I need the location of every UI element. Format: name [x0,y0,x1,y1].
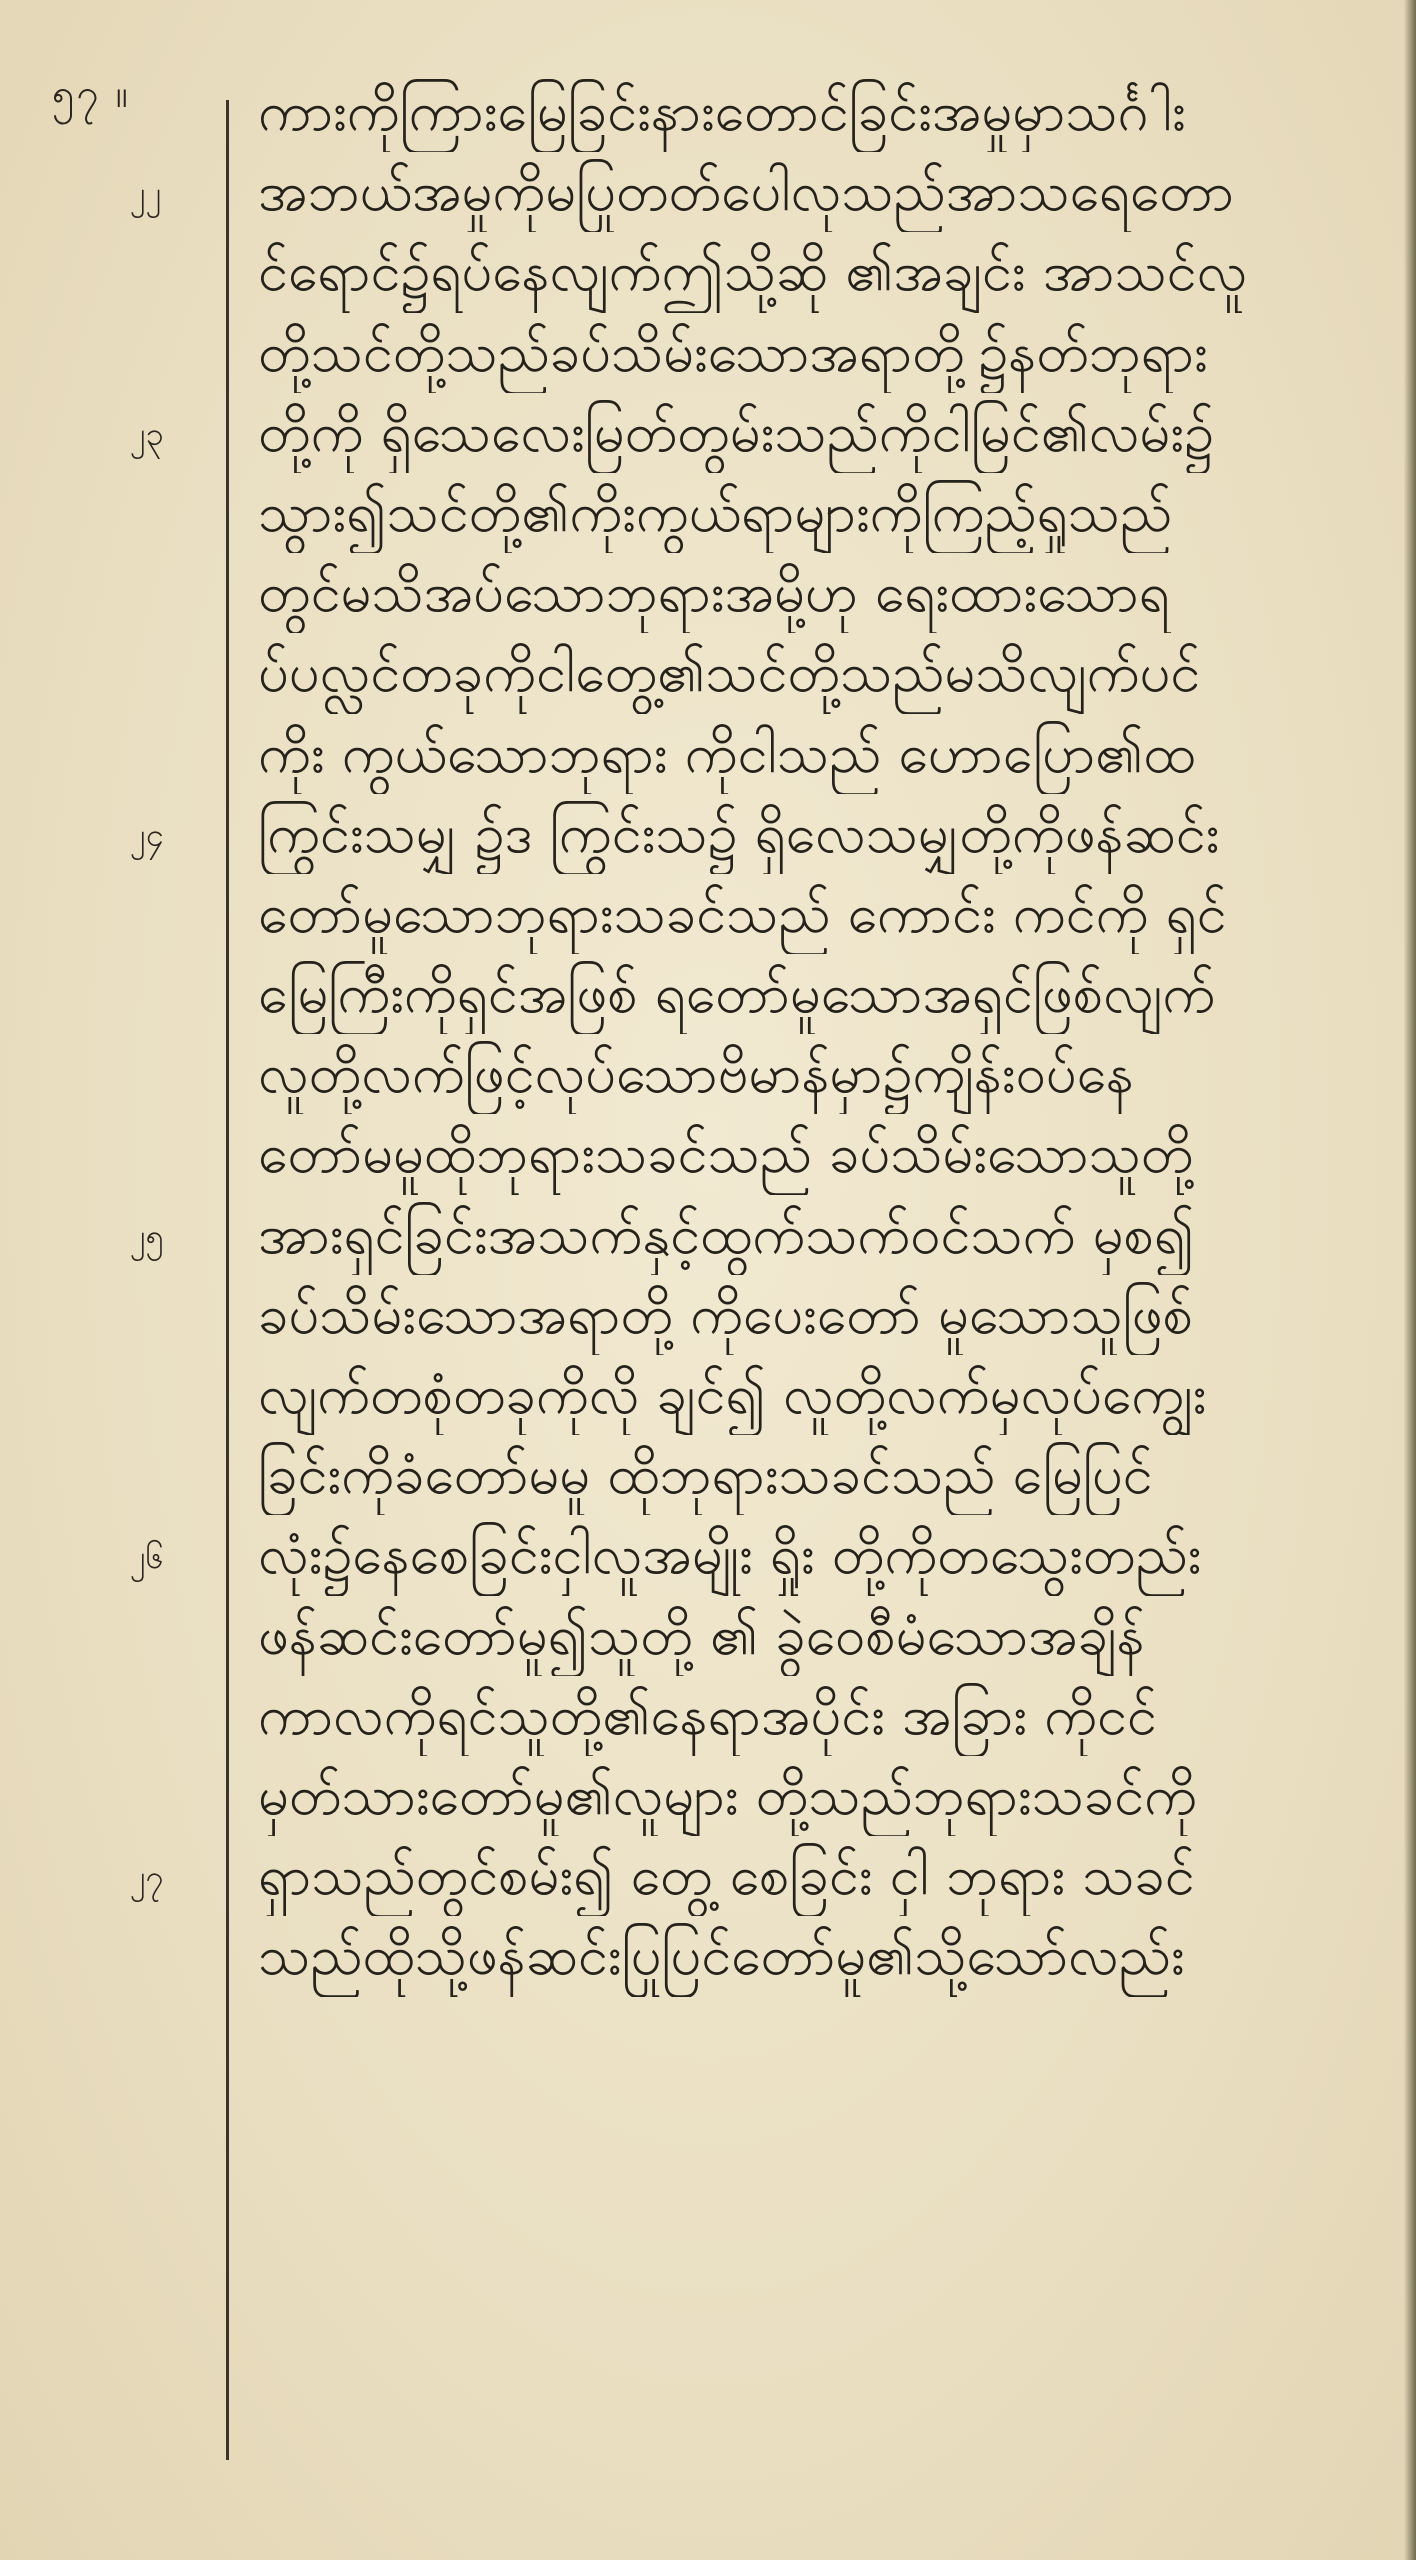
text-line: ဖန်ဆင်းတော်မူ၍သူတို့ ၏ ခွဲဝေစီမံသောအချိန် [258,1603,1145,1667]
verse-marker: ၂၆ [130,1537,164,1576]
text-line: ရှာသည်တွင်စမ်း၍ တွေ့ စေခြင်း ငှါ ဘုရား သခင် [258,1844,1195,1908]
verse-marker: ၂၇ [130,1858,164,1897]
text-line: ပ်ပလ္လင်တခုကိုငါတွေ့၏သင်တို့သည်မသိလျက်ပင် [258,641,1201,705]
text-line: ကြွင်းသမျှ ၌ဒ ကြွင်းသ၌ ရှိလေသမျှတို့ကိုဖန်ဆင်း [258,801,1220,865]
text-line: ခြင်းကိုခံတော်မမူ ထိုဘုရားသခင်သည် မြေပြင် [258,1443,1153,1507]
verse-marker: ၂၃ [130,414,164,453]
text-line: မြေကြီးကိုရှင်အဖြစ် ရတော်မူသောအရှင်ဖြစ်လျက် [258,962,1216,1026]
margin-rule [226,100,229,2460]
text-line: သည်ထိုသို့ဖန်ဆင်းပြုပြင်တော်မူ၏သို့သော်လည်း [258,1924,1185,1988]
text-line: တွင်မသိအပ်သောဘုရားအမို့ဟု ရေးထားသောရ [258,561,1170,625]
page-number: ၅၇ ။ [52,71,130,117]
text-line: သွား၍သင်တို့၏ကိုးကွယ်ရာများကိုကြည့်ရှုသည် [258,480,1173,544]
text-line: တို့သင်တို့သည်ခပ်သိမ်းသောအရာတို့၌နတ်ဘုရား [258,320,1208,384]
text-line: လူတို့လက်ဖြင့်လုပ်သောဗိမာန်မှာ၌ကျိန်းဝပ်နေ [258,1042,1134,1106]
text-line: အဘယ်အမှုကိုမပြုတတ်ပေါလုသည်အာသရေတော [258,160,1235,224]
text-line: တော်မူသောဘုရားသခင်သည် ကောင်း ကင်ကို ရှင် [258,881,1227,945]
page-edge-shadow [1404,0,1416,2560]
text-line: ကာလကိုရင်သူတို့၏နေရာအပိုင်း အခြား ကိုငင် [258,1683,1157,1747]
verse-marker: ၂၂ [130,174,162,213]
text-line: လျက်တစုံတခုကိုလို ချင်၍ လူတို့လက်မှလုပ်ကျွေး [258,1363,1207,1426]
text-line: တော်မမူထိုဘုရားသခင်သည် ခပ်သိမ်းသောသူတို့ [258,1122,1194,1186]
text-line: အားရှင်ခြင်းအသက်နှင့်ထွက်သက်ဝင်သက် မှစ၍ [258,1202,1195,1266]
verse-marker: ၂၄ [130,815,164,854]
text-line: ကားကိုကြားမြေခြင်းနားတောင်ခြင်းအမှုမှာသင်္ဂါး [258,80,1186,143]
text-line: င်ရောင်၌ရပ်နေလျက်ဤသို့ဆို ၏အချင်း အာသင်လူ [258,240,1248,304]
text-line: ကိုး ကွယ်သောဘုရား ကိုငါသည် ဟောပြော၏ထ [258,721,1196,785]
text-line: မှတ်သားတော်မူ၏လူများ တို့သည်ဘုရားသခင်ကို [258,1763,1197,1827]
text-line: လုံး၌နေစေခြင်းငှါလူအမျိုး ရှိုး တို့ကိုတသွေးတည်း [258,1523,1202,1587]
verse-marker: ၂၅ [130,1216,164,1255]
text-line: တို့ကို ရှိသေလေးမြတ်တွမ်းသည်ကိုငါမြင်၏လမ်း၌ [258,400,1214,464]
text-line: ခပ်သိမ်းသောအရာတို့ ကိုပေးတော် မူသောသူဖြစ် [258,1282,1193,1346]
body-text [258,72,1368,1997]
